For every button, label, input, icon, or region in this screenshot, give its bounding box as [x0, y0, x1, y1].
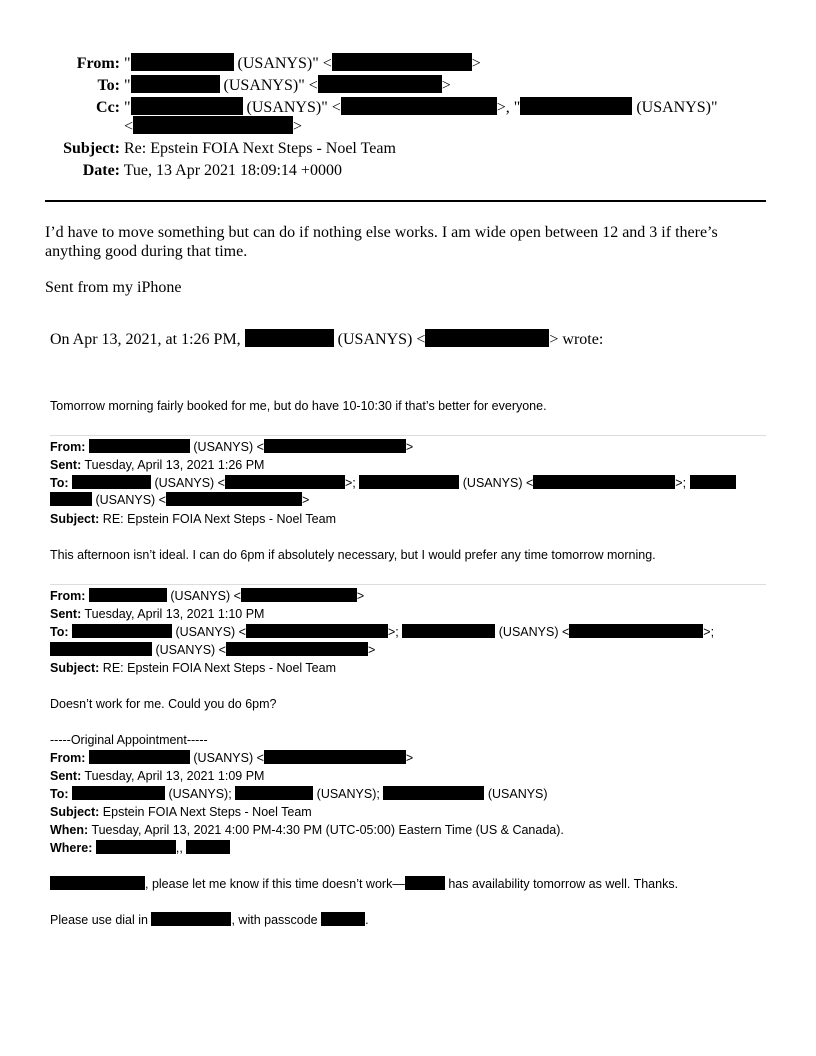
bracket: >	[405, 440, 414, 454]
reply-line-1: I’d have to move something but can do if nothing else works. I am wide open between 12 and 3 if there’s	[45, 224, 718, 241]
header-from-line	[0, 53, 481, 74]
redaction-block	[225, 475, 345, 489]
bracket: >	[441, 77, 451, 94]
redaction-block	[72, 624, 172, 638]
to-org: (USANYS) <	[95, 493, 166, 507]
email-subject: Re: Epstein FOIA Next Steps - Noel Team	[124, 140, 396, 157]
email-date: Tue, 13 Apr 2021 18:09:14 +0000	[123, 162, 342, 179]
to-org: (USANYS);	[168, 787, 232, 801]
header-separator	[45, 200, 766, 202]
cc-org-1: (USANYS)" <	[246, 99, 341, 116]
redaction-block	[359, 475, 459, 489]
redaction-block	[405, 876, 445, 890]
redaction-block	[186, 840, 230, 854]
to-org: (USANYS) <	[498, 625, 570, 639]
redaction-block	[151, 912, 231, 926]
message-3-sent	[50, 606, 264, 623]
to-org: (USANYS);	[316, 787, 380, 801]
separator: >;	[388, 625, 399, 639]
when-value: Tuesday, April 13, 2021 4:00 PM-4:30 PM (UTC-05:00) Eastern Time (US & Canada).	[91, 823, 564, 837]
quote: "	[124, 77, 131, 94]
sent-value: Tuesday, April 13, 2021 1:09 PM	[84, 769, 265, 783]
appointment-body	[50, 876, 678, 893]
to-label: To:	[50, 476, 69, 490]
to-org: (USANYS) <	[462, 476, 534, 490]
redaction-block	[264, 439, 406, 453]
from-label: From:	[50, 440, 86, 454]
sent-value: Tuesday, April 13, 2021 1:26 PM	[84, 458, 265, 472]
cc-label: Cc:	[96, 99, 120, 116]
quote-intro-prefix: On Apr 13, 2021, at 1:26 PM,	[50, 331, 241, 348]
cc-separator: >, "	[496, 99, 521, 116]
reply-signature: Sent from my iPhone	[45, 279, 182, 296]
redaction-block	[520, 97, 632, 115]
to-org: (USANYS)	[487, 787, 548, 801]
from-label: From:	[50, 589, 86, 603]
redaction-block	[341, 97, 497, 115]
message-2-to	[50, 475, 736, 492]
appointment-body-text: has availability tomorrow as well. Thanks.	[448, 877, 679, 891]
subject-label: Subject:	[50, 805, 100, 819]
message-3-to-line-2	[50, 642, 375, 659]
redaction-block	[246, 624, 388, 638]
where-label: Where:	[50, 841, 93, 855]
from-org: (USANYS)" <	[237, 55, 332, 72]
bracket: <	[124, 118, 134, 135]
separator: ,,	[175, 841, 183, 855]
redaction-block	[569, 624, 703, 638]
redaction-block	[245, 329, 334, 347]
redaction-block	[321, 912, 365, 926]
reply-line-2: anything good during that time.	[45, 243, 248, 260]
header-to-line	[0, 75, 451, 96]
message-2-to-line-2	[50, 492, 309, 509]
from-org: (USANYS) <	[170, 589, 241, 603]
quote: "	[124, 55, 131, 72]
to-org: (USANYS) <	[154, 476, 225, 490]
to-label: To:	[50, 625, 69, 639]
separator: >;	[675, 476, 687, 490]
redaction-block	[50, 492, 92, 506]
subject-value: RE: Epstein FOIA Next Steps - Noel Team	[102, 661, 336, 675]
subject-label: Subject:	[50, 512, 100, 526]
from-label: From:	[50, 751, 86, 765]
redaction-block	[72, 786, 165, 800]
header-cc-line-2	[124, 116, 302, 137]
subject-label: Subject:	[50, 661, 100, 675]
appointment-where	[50, 840, 230, 857]
appointment-dial-in	[50, 912, 369, 929]
redaction-block	[166, 492, 302, 506]
redaction-block	[89, 750, 190, 764]
from-org: (USANYS) <	[193, 751, 264, 765]
redaction-block	[133, 116, 293, 134]
bracket: >	[293, 118, 303, 135]
bracket: >	[356, 589, 365, 603]
appointment-subject	[50, 804, 312, 821]
message-2-from	[50, 439, 413, 456]
redaction-block	[131, 75, 220, 93]
header-date-line	[0, 160, 342, 181]
redaction-block	[241, 588, 357, 602]
from-label: From:	[76, 55, 120, 72]
bracket: >	[471, 55, 481, 72]
message-1-body: Tomorrow morning fairly booked for me, but do have 10-10:30 if that’s better for everyone.	[50, 399, 547, 413]
separator: >;	[345, 476, 356, 490]
quote: "	[124, 99, 131, 116]
message-2-body: This afternoon isn’t ideal. I can do 6pm if absolutely necessary, but I would prefer any time tomorrow morning.	[50, 548, 656, 562]
redaction-block	[318, 75, 442, 93]
redaction-block	[264, 750, 406, 764]
redaction-block	[402, 624, 495, 638]
dial-in-text: Please use dial in	[50, 913, 148, 927]
message-3-body: Doesn’t work for me. Could you do 6pm?	[50, 697, 277, 711]
header-cc-line	[0, 97, 718, 118]
message-2-subject	[50, 511, 336, 528]
redaction-block	[332, 53, 472, 71]
appointment-when	[50, 822, 564, 839]
message-divider	[50, 584, 766, 585]
date-label: Date:	[82, 162, 120, 179]
appointment-from	[50, 750, 413, 767]
message-3-from	[50, 588, 364, 605]
redaction-block	[131, 97, 243, 115]
bracket: >	[368, 643, 376, 657]
separator: >;	[703, 625, 715, 639]
to-org: (USANYS) <	[155, 643, 226, 657]
redaction-block	[226, 642, 368, 656]
subject-value: Epstein FOIA Next Steps - Noel Team	[102, 805, 312, 819]
to-label: To:	[50, 787, 69, 801]
quote-intro	[50, 329, 603, 350]
to-org: (USANYS) <	[175, 625, 246, 639]
sent-value: Tuesday, April 13, 2021 1:10 PM	[84, 607, 265, 621]
message-divider	[50, 435, 766, 436]
subject-label: Subject:	[63, 140, 120, 157]
redaction-block	[89, 439, 190, 453]
redaction-block	[235, 786, 313, 800]
to-org: (USANYS)" <	[223, 77, 318, 94]
redaction-block	[533, 475, 675, 489]
appointment-sent	[50, 768, 264, 785]
quote-intro-suffix: > wrote:	[549, 331, 604, 348]
redaction-block	[72, 475, 151, 489]
appointment-body-text: , please let me know if this time doesn’t work—	[145, 877, 405, 891]
redaction-block	[96, 840, 176, 854]
message-3-subject	[50, 660, 336, 677]
redaction-block	[89, 588, 167, 602]
cc-org-2: (USANYS)"	[636, 99, 718, 116]
quote-intro-org: (USANYS) <	[337, 331, 426, 348]
bracket: >	[302, 493, 310, 507]
when-label: When:	[50, 823, 89, 837]
redaction-block	[50, 876, 145, 890]
message-3-to	[50, 624, 714, 641]
appointment-to	[50, 786, 548, 803]
redaction-block	[50, 642, 152, 656]
sent-label: Sent:	[50, 769, 82, 783]
dial-in-text: , with passcode	[231, 913, 318, 927]
appointment-header: -----Original Appointment-----	[50, 733, 208, 747]
sent-label: Sent:	[50, 607, 82, 621]
subject-value: RE: Epstein FOIA Next Steps - Noel Team	[102, 512, 336, 526]
redaction-block	[131, 53, 234, 71]
redaction-block	[425, 329, 549, 347]
sent-label: Sent:	[50, 458, 82, 472]
bracket: >	[405, 751, 414, 765]
dial-in-text: .	[365, 913, 369, 927]
header-subject-line	[0, 138, 396, 159]
from-org: (USANYS) <	[193, 440, 264, 454]
message-2-sent	[50, 457, 264, 474]
to-label: To:	[97, 77, 120, 94]
redaction-block	[383, 786, 484, 800]
redaction-block	[690, 475, 736, 489]
